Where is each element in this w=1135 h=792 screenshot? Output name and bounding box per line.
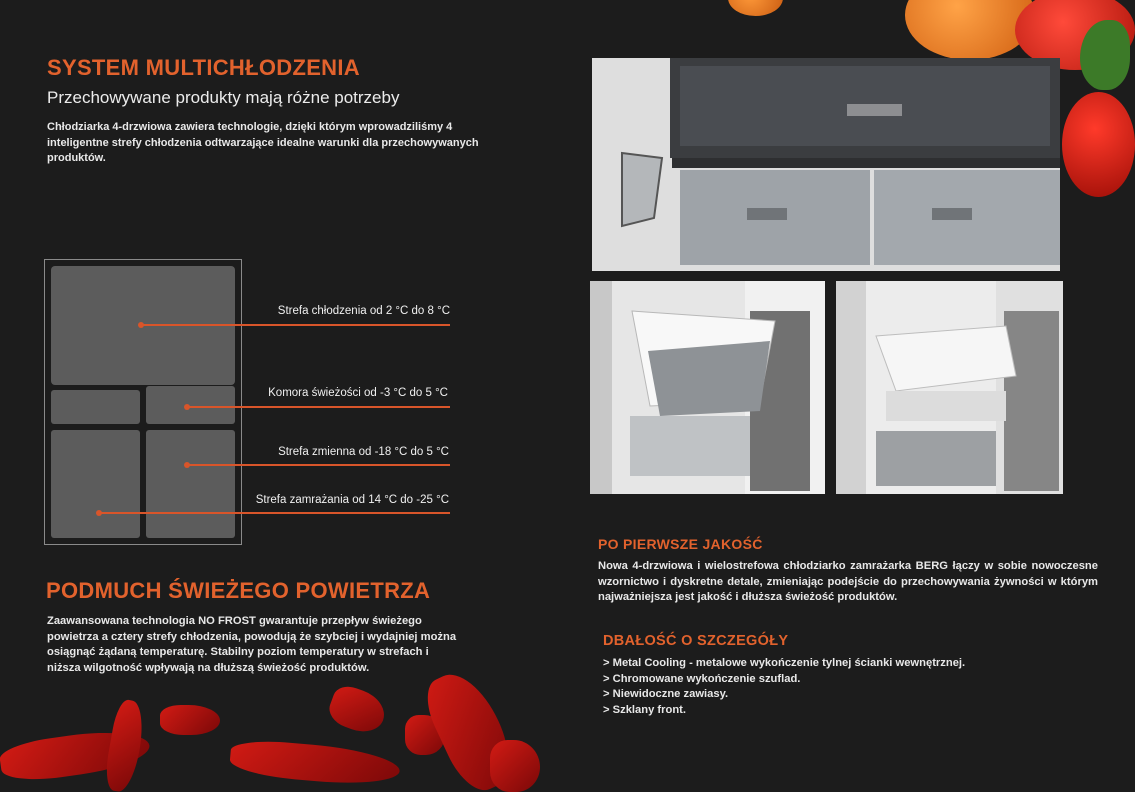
section-subtitle-system: Przechowywane produkty mają różne potrzeby	[47, 88, 400, 107]
zone-freshness-left	[51, 390, 140, 424]
orange-fruit-image	[728, 0, 783, 16]
list-item: > Niewidoczne zawiasy.	[603, 688, 729, 700]
zone-freshness	[146, 386, 235, 424]
zone-freezer	[146, 430, 235, 538]
section-body-system: Chłodziarka 4-drzwiowa zawiera technologie, dzięki którym wprowadziliśmy 4 inteligentne strefy chłodzenia odtwarzające idealne warunki dla przechowywanych produktów.	[47, 121, 479, 164]
section-title-podmuch: PODMUCH ŚWIEŻEGO POWIETRZA	[46, 578, 431, 603]
fridge-drawers-photo	[592, 58, 1060, 271]
section-body-podmuch: Zaawansowana technologia NO FROST gwarantuje przepływ świeżego powietrza a cztery strefy chłodzenia, powodują że szybciej i wydajniej można osiągnąć żądaną temperaturę. Stabilny poziom temperatury w strefach i niższa wilgotność wpływają na dłuższą świeżość produktów.	[47, 615, 457, 674]
chili-pepper-image	[490, 740, 540, 792]
section-title-jakosc: PO PIERWSZE JAKOŚĆ	[598, 536, 763, 552]
open-drawer-photo-left	[590, 281, 825, 494]
feature-list	[603, 656, 965, 718]
zone-label-variable: Strefa zmienna od -18 °C do 5 °C	[278, 446, 449, 458]
fridge-zone-diagram	[44, 259, 242, 545]
section-body-jakosc: Nowa 4-drzwiowa i wielostrefowa chłodziarko zamrażarka BERG łączy w sobie nowoczesne wzornictwo i dyskretne detale, zmieniając podejście do przechowywania żywności w którym najważniejsza jest jakość i dłuższa świeżość produktów.	[598, 560, 1098, 603]
chili-pepper-image	[229, 738, 401, 789]
open-drawer-photo-right	[836, 281, 1063, 494]
leader-line-freshness	[187, 406, 450, 408]
leader-line-cooling	[141, 324, 450, 326]
section-title-system: SYSTEM MULTICHŁODZENIA	[47, 55, 360, 80]
zone-label-freezer: Strefa zamrażania od 14 °C do -25 °C	[255, 494, 449, 506]
zone-label-freshness: Komora świeżości od -3 °C do 5 °C	[268, 387, 448, 399]
herb-leaves-image	[1080, 20, 1130, 90]
zone-label-cooling: Strefa chłodzenia od 2 °C do 8 °C	[277, 305, 450, 317]
tomato-image	[1062, 92, 1135, 197]
leader-line-variable	[187, 464, 450, 466]
chili-pepper-image	[160, 705, 220, 735]
list-item: > Chromowane wykończenie szuflad.	[603, 672, 801, 685]
chili-pepper-image	[325, 682, 390, 738]
leader-line-freezer	[99, 512, 450, 514]
list-item: > Metal Cooling - metalowe wykończenie tylnej ścianki wewnętrznej.	[603, 657, 966, 669]
list-item: > Szklany front.	[603, 703, 686, 716]
section-title-dbalosc: DBAŁOŚĆ O SZCZEGÓŁY	[603, 633, 789, 649]
zone-variable	[51, 430, 140, 538]
